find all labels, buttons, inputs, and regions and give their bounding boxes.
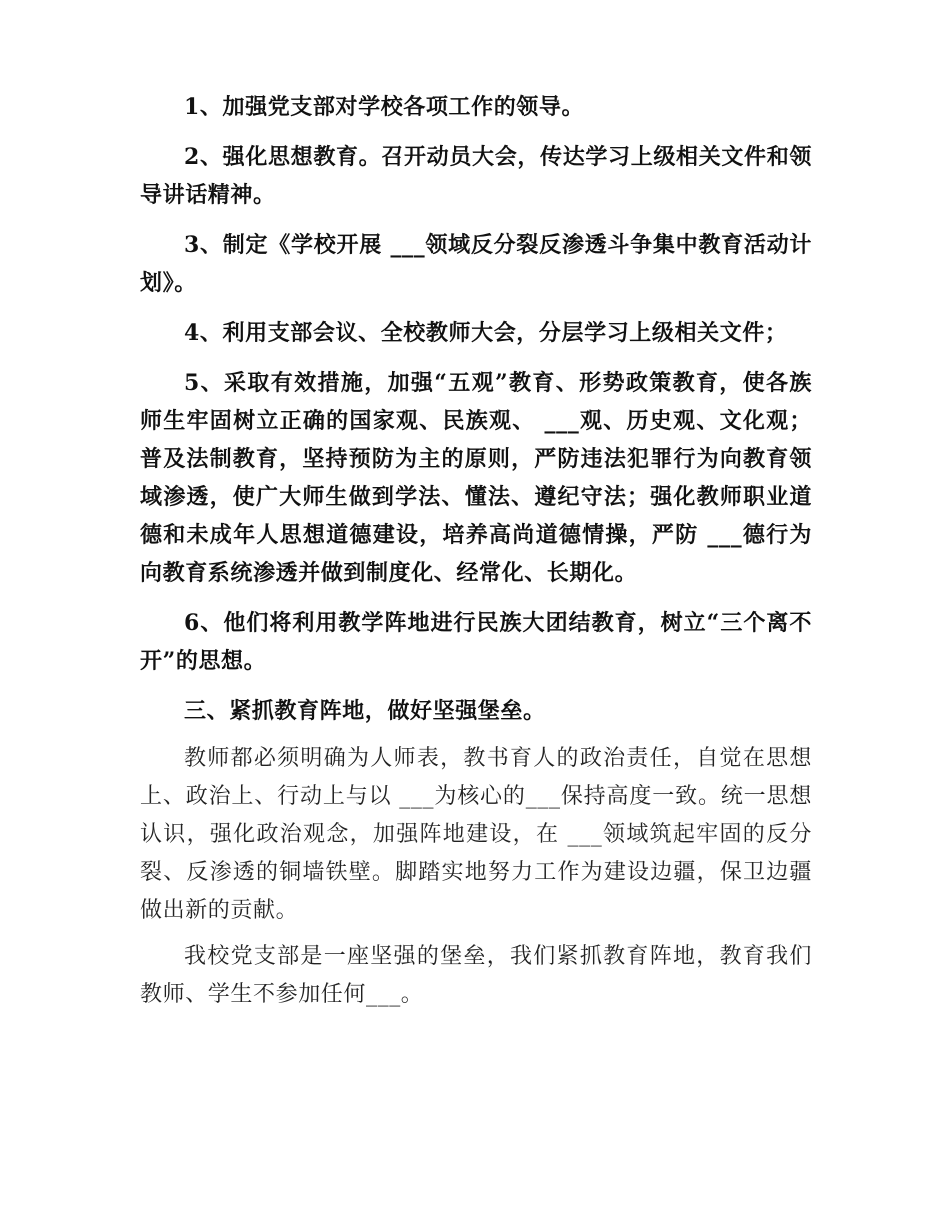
- paragraph-item-4: 4、利用支部会议、全校教师大会，分层学习上级相关文件；: [184, 320, 788, 346]
- section-heading: 三、紧抓教育阵地，做好坚强堡垒。: [184, 698, 546, 724]
- body-paragraph-1: 教师都必须明确为人师表，教书育人的政治责任，自觉在思想上、政治上、行动上与以 ___为核心的___保持高度一致。统一思想认识，强化政治观念，加强阵地建设，在 ___领域筑起牢固的反分裂、反渗透的铜墙铁壁。脚踏实地努力工作为建设边疆，保卫边疆做出新的贡献。: [140, 746, 812, 923]
- paragraph-item-3: 3、制定《学校开展 ___领域反分裂反渗透斗争集中教育活动计划》。: [140, 232, 812, 296]
- paragraph-item-6: 6、他们将利用教学阵地进行民族大团结教育，树立“三个离不开”的思想。: [140, 610, 812, 674]
- paragraph-item-2: 2、强化思想教育。召开动员大会，传达学习上级相关文件和领导讲话精神。: [140, 144, 812, 208]
- paragraph-item-1: 1、加强党支部对学校各项工作的领导。: [184, 94, 585, 120]
- body-paragraph-2: 我校党支部是一座坚强的堡垒，我们紧抓教育阵地，教育我们教师、学生不参加任何___。: [140, 944, 812, 1007]
- document-body: [140, 88, 812, 1014]
- paragraph-item-5: 5、采取有效措施，加强“五观”教育、形势政策教育，使各族师生牢固树立正确的国家观、民族观、 ___观、历史观、文化观；普及法制教育，坚持预防为主的原则，严防违法犯罪行为向教育领域渗透，使广大师生做到学法、懂法、遵纪守法；强化教师职业道德和未成年人思想道德建设，培养高尚道德情操，严防 ___德行为向教育系统渗透并做到制度化、经常化、长期化。: [140, 370, 812, 586]
